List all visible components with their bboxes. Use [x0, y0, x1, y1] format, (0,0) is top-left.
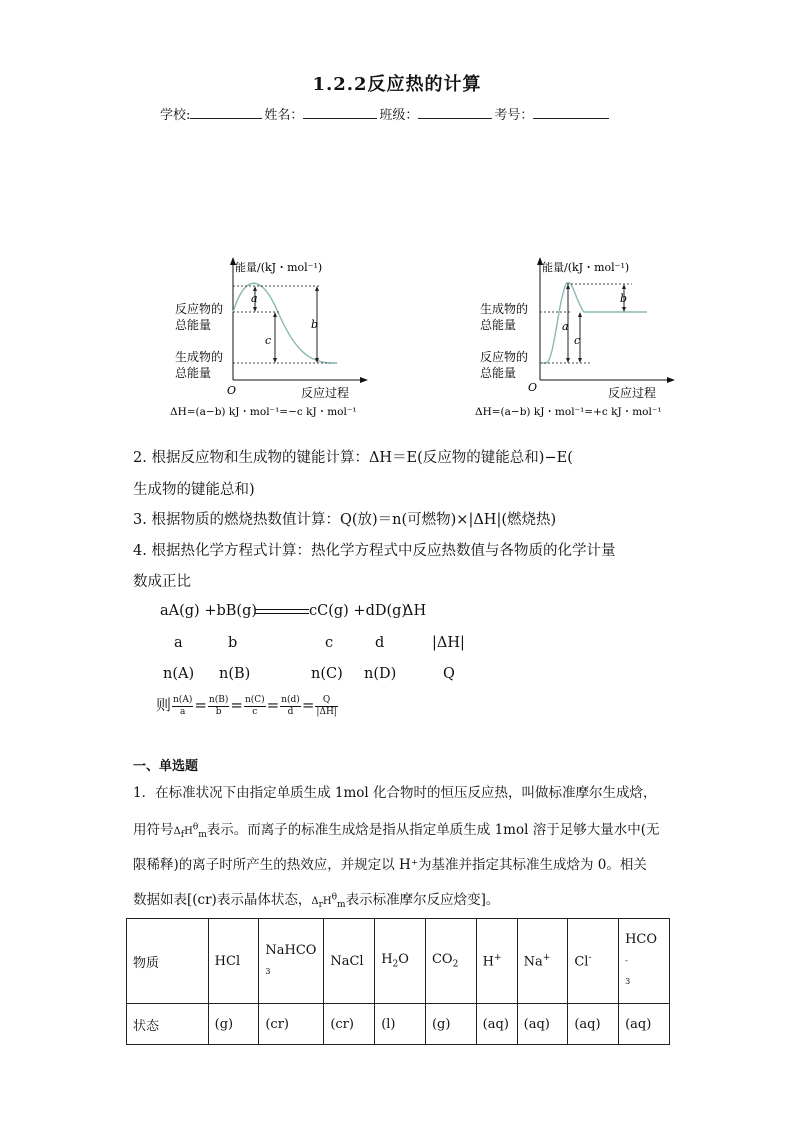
frac-c: $\frac{n(C)}{c}$: [244, 694, 265, 717]
frac-d: $\frac{n(d)}{d}$: [281, 694, 300, 717]
d2-product-label-1: 生成物的: [480, 302, 529, 316]
coef-c: c: [325, 635, 334, 651]
d2-reactant-label-2: 总能量: [480, 366, 517, 380]
equation-dh: ΔH: [403, 603, 427, 619]
d2-a-label: a: [562, 320, 569, 333]
d2-xlabel: 反应过程: [608, 386, 657, 400]
d2-product-label-2: 总能量: [480, 318, 517, 332]
d1-xlabel: 反应过程: [301, 386, 350, 400]
table-cell: (g): [425, 1004, 476, 1045]
table-header-cell: NaCl: [324, 919, 375, 1004]
endothermic-energy-diagram: [472, 252, 684, 424]
table-header-cell: Na+: [517, 919, 568, 1004]
table-cell: (cr): [259, 1004, 324, 1045]
coef-d: d: [375, 635, 385, 651]
d2-formula: ΔH=(a−b) kJ・mol⁻¹=+c kJ・mol⁻¹: [475, 406, 662, 418]
d2-reactant-label-1: 反应物的: [480, 350, 529, 364]
number-blank[interactable]: [533, 106, 609, 119]
mole-c: n(C): [311, 666, 343, 682]
q1-line-3: 限稀释)的离子时所产生的热效应，并规定以 H⁺为基准并指定其标准生成焓为 0。相关: [133, 857, 647, 873]
d2-b-label: b: [620, 292, 628, 305]
table-cell: (aq): [517, 1004, 568, 1045]
table-header-cell: HCl: [208, 919, 259, 1004]
d1-formula: ΔH=(a−b) kJ・mol⁻¹=−c kJ・mol⁻¹: [170, 406, 357, 418]
q1-line-2: 用符号$\Delta_fH^\theta_m$表示。而离子的标准生成焓是指从指定单质生成 1mol 溶于足够大量水中(无: [133, 822, 660, 840]
enthalpy-symbol: $\Delta_fH^\theta_m$: [173, 822, 207, 840]
d1-origin: O: [227, 384, 237, 397]
table-cell: (g): [208, 1004, 259, 1045]
item-2-line-2: 生成物的键能总和): [133, 482, 255, 498]
table-header-cell: $CO_2$: [425, 919, 476, 1004]
section-heading: 一、单选题: [133, 759, 199, 774]
mole-q: Q: [443, 666, 455, 682]
mole-a: n(A): [163, 666, 195, 682]
class-label: 班级：: [379, 108, 419, 123]
d2-ylabel: 能量/(kJ・mol⁻¹): [542, 261, 630, 274]
reaction-enthalpy-symbol: $\Delta_rH^\theta_m$: [311, 892, 346, 910]
d2-c-label: c: [574, 334, 581, 347]
d1-product-label-2: 总能量: [175, 366, 212, 380]
thermo-data-table: [126, 918, 670, 1045]
table-cell: (l): [375, 1004, 426, 1045]
d1-product-label-1: 生成物的: [175, 350, 224, 364]
frac-b: $\frac{n(B)}{b}$: [208, 694, 229, 717]
q1-line-1: 1．在标准状况下由指定单质生成 1mol 化合物时的恒压反应热，叫做标准摩尔生成焓，: [133, 785, 657, 801]
mole-b: n(B): [219, 666, 251, 682]
q1-line-4: 数据如表[(cr)表示晶体状态，$\Delta_rH^\theta_m$表示标准摩尔反应焓变]。: [133, 892, 500, 910]
d2-energy-curve: [540, 282, 647, 363]
table-cell: (aq): [568, 1004, 619, 1045]
table-row: [127, 1004, 670, 1045]
table-cell: (aq): [476, 1004, 517, 1045]
student-info-line: [160, 104, 611, 123]
number-label: 考号：: [494, 108, 534, 123]
table-header-cell: NaHCO 3: [259, 919, 324, 1004]
exothermic-energy-diagram: [165, 252, 375, 424]
item-2-line-1: 2. 根据反应物和生成物的键能计算：ΔH＝E(反应物的键能总和)−E(: [133, 450, 573, 466]
coef-b: b: [228, 635, 238, 651]
class-blank[interactable]: [418, 106, 492, 119]
table-header-cell: 物质: [127, 919, 209, 1004]
item-4-line-1: 4. 根据热化学方程式计算：热化学方程式中反应热数值与各物质的化学计量: [133, 543, 616, 559]
table-header-cell: $H_2O$: [375, 919, 426, 1004]
table-row: [127, 919, 670, 1004]
d1-c-label: c: [265, 334, 272, 347]
d1-reactant-label-1: 反应物的: [175, 302, 224, 316]
d1-energy-curve: [233, 283, 337, 363]
item-4-line-2: 数成正比: [133, 574, 191, 590]
table-header-cell: HCO - 3: [619, 919, 670, 1004]
school-blank[interactable]: [190, 106, 262, 119]
table-header-cell: H+: [476, 919, 517, 1004]
ratio-equation: 则 $\frac{n(A)}{a}$ = $\frac{n(B)}{b}$ = $\frac{n(C)}{c}$ = $\frac{n(d)}{d}$ = $\frac{Q}{|\Delta H|}$: [156, 694, 337, 717]
equation-right: cC(g) +dD(g): [309, 603, 408, 619]
page-title: 1.2.2反应热的计算: [312, 74, 482, 95]
item-3: 3. 根据物质的燃烧热数值计算：Q(放)＝n(可燃物)×|ΔH|(燃烧热): [133, 512, 557, 528]
d1-b-label: b: [311, 318, 319, 331]
mole-d: n(D): [364, 666, 397, 682]
frac-q: $\frac{Q}{|\Delta H|}$: [316, 694, 337, 717]
d1-reactant-label-2: 总能量: [175, 318, 212, 332]
d2-origin: O: [528, 381, 538, 394]
table-cell: (cr): [324, 1004, 375, 1045]
d1-ylabel: 能量/(kJ・mol⁻¹): [235, 261, 323, 274]
table-cell: 状态: [127, 1004, 209, 1045]
frac-a: $\frac{n(A)}{a}$: [173, 694, 193, 717]
table-header-cell: Cl-: [568, 919, 619, 1004]
table-cell: (aq): [619, 1004, 670, 1045]
d1-a-label: a: [251, 292, 258, 305]
name-blank[interactable]: [303, 106, 377, 119]
coef-a: a: [174, 635, 183, 651]
school-label: 学校:: [160, 108, 191, 123]
equilibrium-sign: [255, 609, 309, 614]
name-label: 姓名：: [264, 108, 304, 123]
equation-left: aA(g) +bB(g): [160, 603, 258, 619]
coef-dh: |ΔH|: [432, 635, 465, 651]
ratio-ze: 则: [156, 696, 172, 714]
